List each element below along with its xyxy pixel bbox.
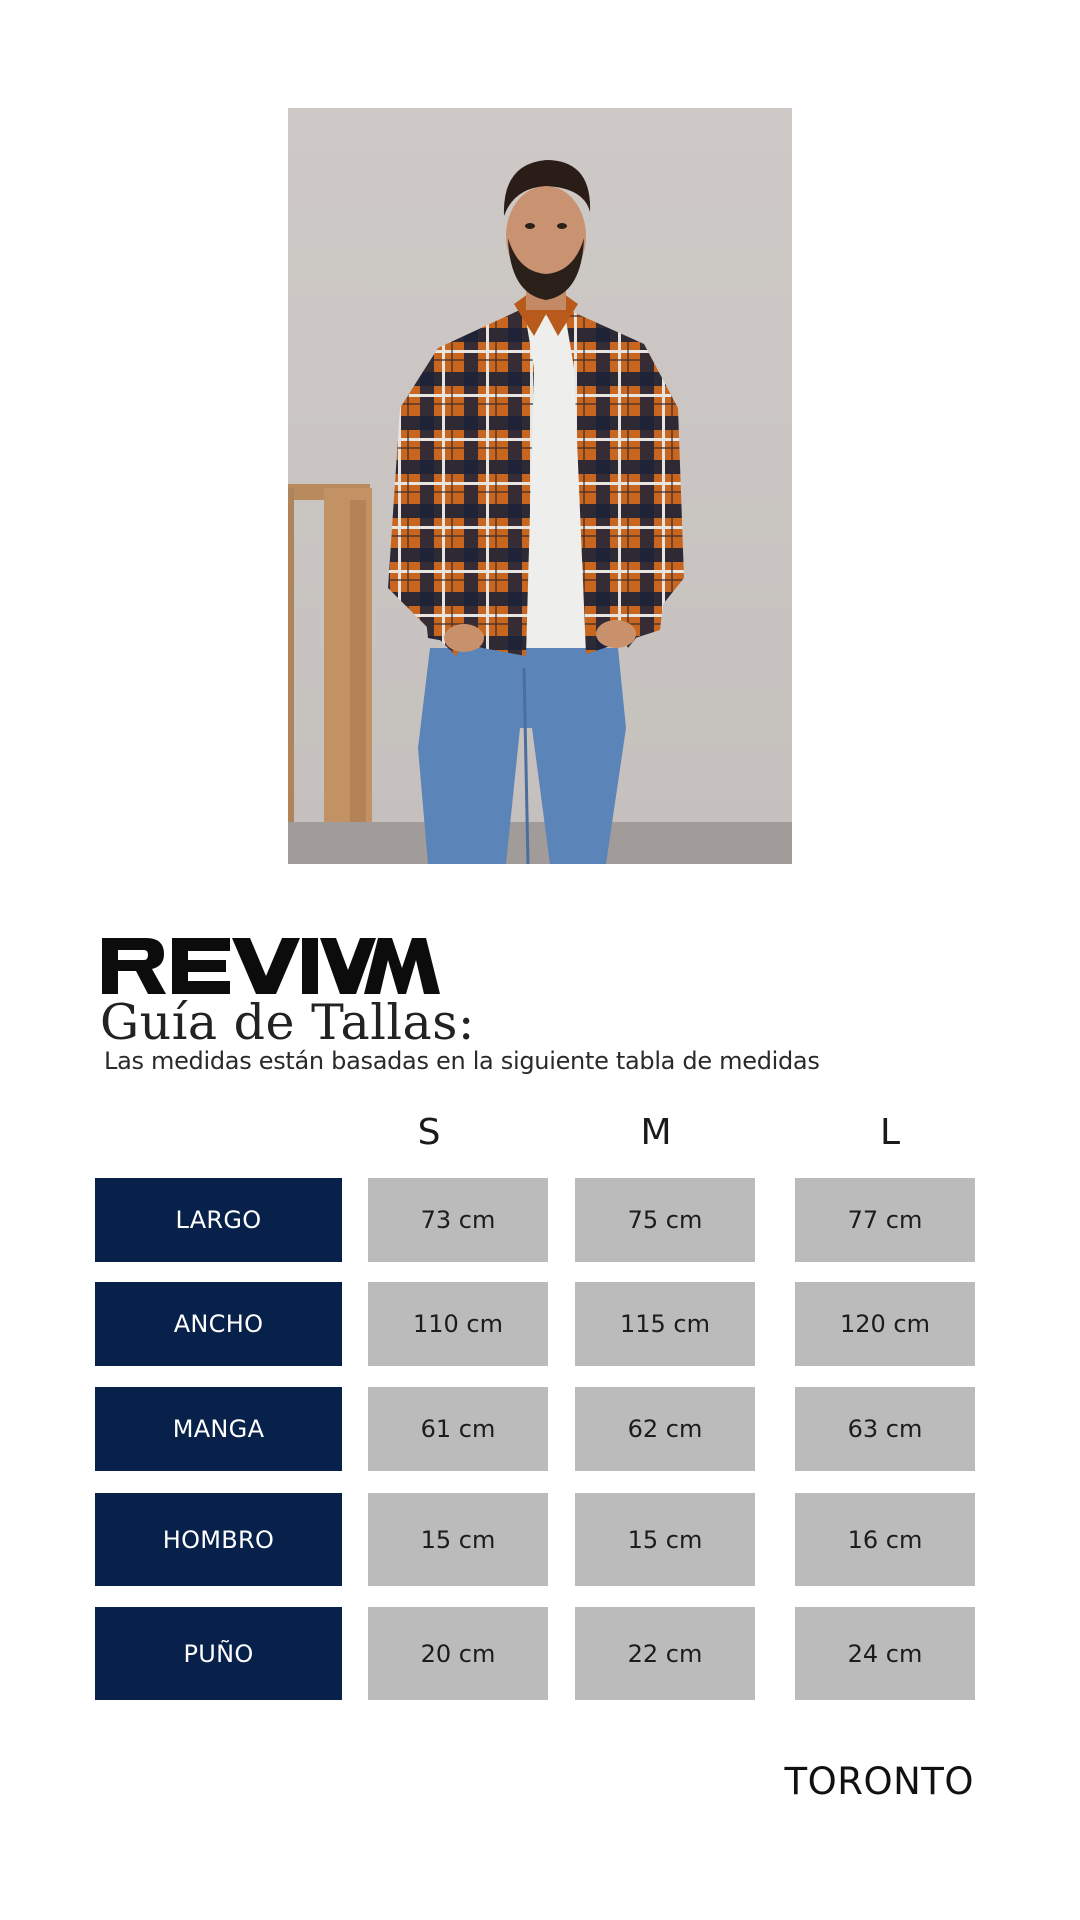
cell-manga-m: 62 cm — [575, 1387, 755, 1471]
row-label-largo: LARGO — [95, 1178, 342, 1262]
cell-largo-l: 77 cm — [795, 1178, 975, 1262]
model-illustration — [288, 108, 792, 864]
cell-largo-m: 75 cm — [575, 1178, 755, 1262]
brand-logo — [102, 938, 444, 998]
cell-puno-s: 20 cm — [368, 1607, 548, 1700]
size-guide-subtitle: Las medidas están basadas en la siguiente tabla de medidas — [104, 1047, 820, 1075]
row-label-ancho: ANCHO — [95, 1282, 342, 1366]
cell-hombro-l: 16 cm — [795, 1493, 975, 1586]
row-label-puno: PUÑO — [95, 1607, 342, 1700]
product-model-name: TORONTO — [784, 1760, 974, 1803]
brand-logo-wordmark — [102, 938, 444, 994]
size-header-s: S — [417, 1112, 441, 1153]
cell-manga-s: 61 cm — [368, 1387, 548, 1471]
cell-largo-s: 73 cm — [368, 1178, 548, 1262]
cell-hombro-m: 15 cm — [575, 1493, 755, 1586]
cell-ancho-l: 120 cm — [795, 1282, 975, 1366]
row-label-hombro: HOMBRO — [95, 1493, 342, 1586]
cell-ancho-m: 115 cm — [575, 1282, 755, 1366]
cell-hombro-s: 15 cm — [368, 1493, 548, 1586]
cell-manga-l: 63 cm — [795, 1387, 975, 1471]
cell-puno-l: 24 cm — [795, 1607, 975, 1700]
cell-puno-m: 22 cm — [575, 1607, 755, 1700]
size-guide-title: Guía de Tallas: — [100, 994, 475, 1051]
row-label-manga: MANGA — [95, 1387, 342, 1471]
size-header-m: M — [640, 1112, 672, 1153]
product-photo — [288, 108, 792, 864]
size-header-l: L — [879, 1112, 901, 1153]
cell-ancho-s: 110 cm — [368, 1282, 548, 1366]
